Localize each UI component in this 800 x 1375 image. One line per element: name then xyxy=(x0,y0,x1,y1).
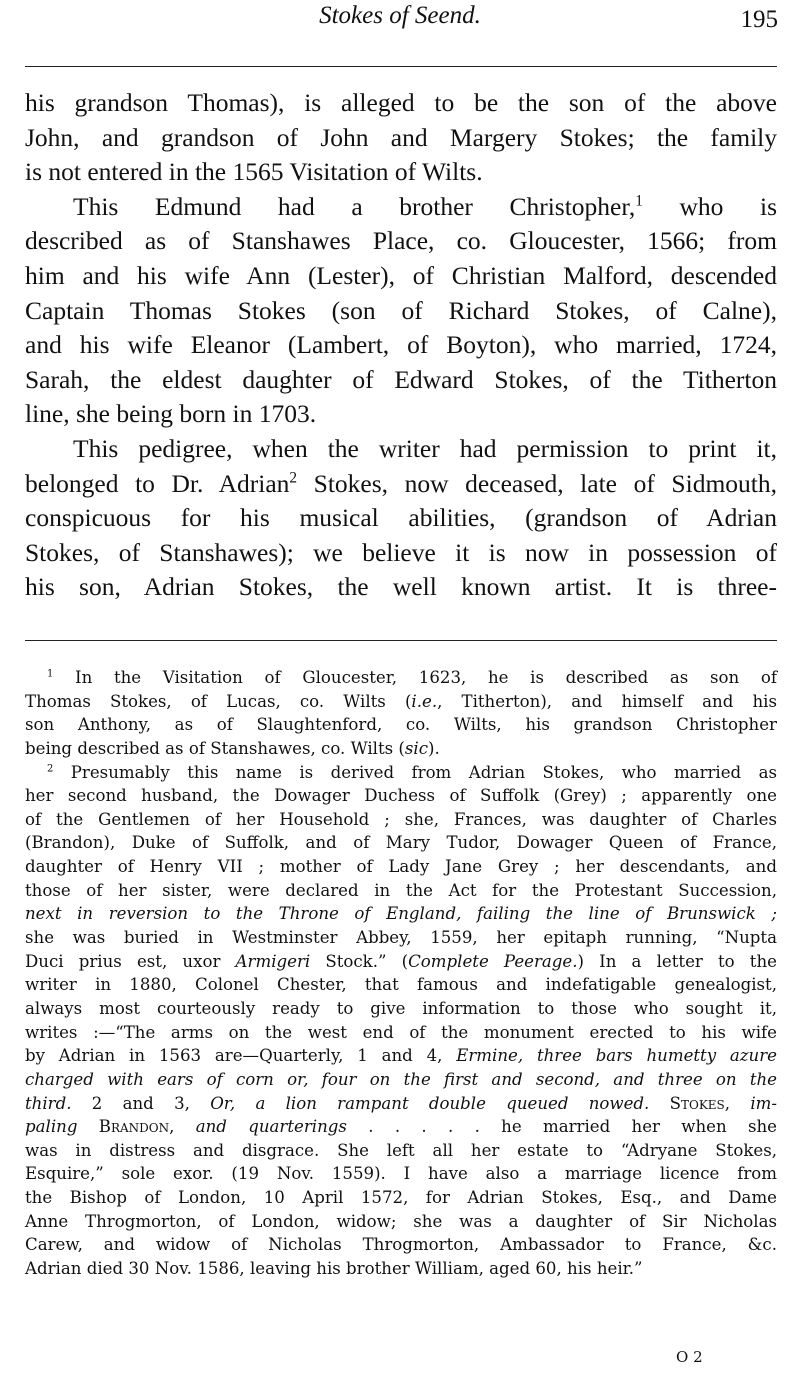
footnote-line xyxy=(25,950,777,974)
text-segment: who is xyxy=(642,191,777,221)
text-segment: Ermine, three bars humetty azure xyxy=(456,1046,777,1066)
footnote-line xyxy=(25,1186,777,1210)
page-number: 195 xyxy=(740,6,778,33)
footnotes xyxy=(25,666,777,1281)
text-segment: her second husband, the Dowager Duchess of Suffolk (Grey) ; apparently one xyxy=(25,786,777,806)
footnote-line xyxy=(25,1044,777,1068)
text-line xyxy=(25,190,777,225)
text-line xyxy=(25,570,777,605)
text-segment: belonged to Dr. Adrian xyxy=(25,468,290,498)
footnote-line xyxy=(25,855,777,879)
text-segment: third. xyxy=(25,1093,72,1113)
footnote-line xyxy=(25,1233,777,1257)
footnote-line xyxy=(25,1068,777,1092)
text-line xyxy=(25,536,777,571)
footnote-marker: 1 xyxy=(635,192,643,210)
text-segment: being described as of Stanshawes, co. Wilts ( xyxy=(25,738,405,758)
text-segment: writer in 1880, Colonel Chester, that famous and indefatigable genealogist, xyxy=(25,975,777,995)
footnote-line xyxy=(25,997,777,1021)
text-line xyxy=(25,467,777,502)
footnote-line xyxy=(25,784,777,808)
text-segment: 2 and 3, xyxy=(71,1093,211,1113)
footnote-line xyxy=(25,713,777,737)
footnote-line xyxy=(25,879,777,903)
text-segment: was in distress and disgrace. She left all her estate to “Adryane Stokes, xyxy=(25,1140,777,1160)
text-line xyxy=(25,363,777,398)
text-segment: Sarah, the eldest daughter of Edward Stokes, of the Titherton xyxy=(25,364,777,394)
text-segment: conspicuous for his musical abilities, (grandson of Adrian xyxy=(25,503,777,533)
text-segment: charged with ears of corn or, four on the first and second, and three on the xyxy=(25,1069,777,1089)
text-segment: described as of Stanshawes Place, co. Gloucester, 1566; from xyxy=(25,226,777,256)
text-segment: Stokes, of Stanshawes); we believe it is now in possession of xyxy=(25,537,777,567)
text-segment: Brandon, xyxy=(77,1117,175,1137)
footnote-line xyxy=(25,737,777,761)
text-segment: . . . . . he married her when she xyxy=(346,1117,777,1137)
footnote-line xyxy=(25,761,777,785)
text-segment: of the Gentlemen of her Household ; she, Frances, was daughter of Charles xyxy=(25,809,777,829)
text-segment: the Bishop of London, 10 April 1572, for Adrian Stokes, Esq., and Dame xyxy=(25,1188,777,1208)
text-segment: Adrian died 30 Nov. 1586, leaving his brother William, aged 60, his heir.” xyxy=(25,1259,643,1279)
text-segment: Complete Peerage. xyxy=(408,951,578,971)
footnote-line xyxy=(25,1115,777,1139)
text-segment: In the Visitation of Gloucester, 1623, he is described as son of xyxy=(53,668,777,687)
text-segment: (Brandon), Duke of Suffolk, and of Mary Tudor, Dowager Queen of France, xyxy=(25,833,777,853)
footnote-line xyxy=(25,973,777,997)
text-segment: , Titherton), and himself and his xyxy=(437,691,777,711)
text-segment: Or, a lion rampant double queued nowed. xyxy=(210,1093,650,1113)
text-segment: John, and grandson of John and Margery Stokes; the family xyxy=(25,122,777,152)
text-segment: Carew, and widow of Nicholas Throgmorton, Ambassador to France, &c. xyxy=(25,1235,777,1255)
footnote-line xyxy=(25,1021,777,1045)
text-segment: Captain Thomas Stokes (son of Richard Stokes, of Calne), xyxy=(25,295,777,325)
footnote-line xyxy=(25,1092,777,1116)
text-line xyxy=(25,397,777,432)
text-segment: ). xyxy=(428,738,440,758)
text-segment: his grandson Thomas), is alleged to be the son of the above xyxy=(25,88,777,117)
text-segment: This pedigree, when the writer had permission to print it, xyxy=(73,433,777,463)
footnote-line xyxy=(25,1139,777,1163)
signature-mark: O 2 xyxy=(676,1348,703,1366)
footnote-line xyxy=(25,1257,777,1281)
text-segment: i.e. xyxy=(411,691,438,711)
text-line xyxy=(25,121,777,156)
text-line xyxy=(25,328,777,363)
text-segment: and his wife Eleanor (Lambert, of Boyton), who married, 1724, xyxy=(25,330,777,360)
footnote-marker: 2 xyxy=(47,763,54,775)
header-rule xyxy=(25,66,777,67)
footnote-marker: 1 xyxy=(47,668,54,680)
text-segment: Duci prius est, uxor xyxy=(25,951,236,971)
text-segment: him and his wife Ann (Lester), of Christian Malford, descended xyxy=(25,260,777,290)
text-segment: son Anthony, as of Slaughtenford, co. Wilts, his grandson Christopher xyxy=(25,715,777,735)
text-segment: next in reversion to the Throne of England, failing the line of Brunswick ; xyxy=(25,904,777,924)
text-line xyxy=(25,224,777,259)
footnote-line xyxy=(25,831,777,855)
text-segment: Esquire,” sole exor. (19 Nov. 1559). I have also a marriage licence from xyxy=(25,1164,777,1184)
text-line xyxy=(25,294,777,329)
running-header-title: Stokes of Seend. xyxy=(319,2,481,29)
text-segment: line, she being born in 1703. xyxy=(25,399,317,429)
footnote-line xyxy=(25,808,777,832)
text-segment: always most courteously ready to give information to those who sought it, xyxy=(25,998,777,1018)
text-line xyxy=(25,86,777,121)
footnote-line xyxy=(25,666,777,690)
text-segment: writes :—“The arms on the west end of the monument erected to his wife xyxy=(25,1022,777,1042)
text-segment: daughter of Henry VII ; mother of Lady Jane Grey ; her descendants, and xyxy=(25,857,777,877)
body-text xyxy=(25,86,777,605)
text-segment: im- xyxy=(730,1093,777,1113)
text-segment: is not entered in the 1565 Visitation of Wilts. xyxy=(25,157,483,187)
footnote-line xyxy=(25,902,777,926)
text-segment: Stokes, now deceased, late of Sidmouth, xyxy=(297,468,777,498)
text-segment: those of her sister, were declared in the Act for the Protestant Succession, xyxy=(25,880,777,900)
text-segment: This Edmund had a brother Christopher, xyxy=(73,191,636,221)
text-segment: his son, Adrian Stokes, the well known artist. It is three- xyxy=(25,572,777,602)
text-segment: Stokes, xyxy=(649,1093,731,1113)
text-segment: Armigeri xyxy=(235,951,311,971)
text-segment: Anne Throgmorton, of London, widow; she was a daughter of Sir Nicholas xyxy=(25,1211,777,1231)
text-segment: ) In a letter to the xyxy=(577,951,777,971)
text-segment: by Adrian in 1563 are—Quarterly, 1 and 4, xyxy=(25,1046,457,1066)
text-line xyxy=(25,259,777,294)
text-segment: sic xyxy=(404,738,429,758)
text-line xyxy=(25,155,777,190)
footnote-line xyxy=(25,690,777,714)
text-segment: Thomas Stokes, of Lucas, co. Wilts ( xyxy=(25,691,412,711)
text-segment: Stock.” ( xyxy=(310,951,409,971)
text-line xyxy=(25,501,777,536)
footnote-line xyxy=(25,1162,777,1186)
footnote-marker: 2 xyxy=(289,469,298,487)
text-segment: she was buried in Westminster Abbey, 1559, her epitaph running, “Nupta xyxy=(25,928,777,948)
text-segment: and quarterings xyxy=(174,1117,347,1137)
text-line xyxy=(25,432,777,467)
text-segment: Presumably this name is derived from Adrian Stokes, who married as xyxy=(53,762,777,782)
text-segment: paling xyxy=(25,1117,78,1137)
footnote-line xyxy=(25,1210,777,1234)
footnote-rule xyxy=(25,640,777,641)
footnote-line xyxy=(25,926,777,950)
